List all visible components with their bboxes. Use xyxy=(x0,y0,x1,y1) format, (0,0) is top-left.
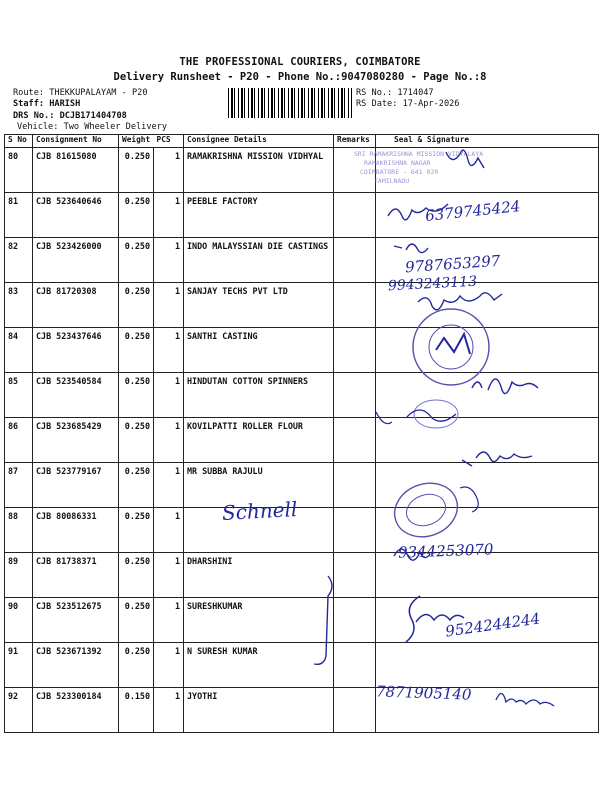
row-signature xyxy=(376,508,599,553)
row-signature xyxy=(376,598,599,643)
row-sno: 84 xyxy=(5,328,33,373)
row-consignment-no: CJB 523300184 xyxy=(33,688,119,733)
row-signature xyxy=(376,418,599,463)
row-weight: 0.250 xyxy=(119,193,154,238)
row-remarks xyxy=(334,193,376,238)
table-row xyxy=(5,328,599,373)
row-sno: 81 xyxy=(5,193,33,238)
row-consignee: HINDUTAN COTTON SPINNERS xyxy=(184,373,334,418)
row-weight: 0.250 xyxy=(119,283,154,328)
row-signature xyxy=(376,643,599,688)
row-weight: 0.250 xyxy=(119,148,154,193)
row-remarks xyxy=(334,463,376,508)
row-consignment-no: CJB 81720308 xyxy=(33,283,119,328)
row-remarks xyxy=(334,688,376,733)
row-consignment-no: CJB 523779167 xyxy=(33,463,119,508)
row-remarks xyxy=(334,598,376,643)
phone-89: 9344253070 xyxy=(397,540,494,562)
drs-number: DRS No.: DCJB171404708 xyxy=(13,111,127,121)
row-consignee: N SURESH KUMAR xyxy=(184,643,334,688)
row-consignment-no: CJB 523426000 xyxy=(33,238,119,283)
row-consignee: SURESHKUMAR xyxy=(184,598,334,643)
row-signature xyxy=(376,238,599,283)
row-pcs: 1 xyxy=(154,283,184,328)
row-signature xyxy=(376,553,599,598)
row-signature xyxy=(376,193,599,238)
row-consignment-no: CJB 523685429 xyxy=(33,418,119,463)
row-weight: 0.150 xyxy=(119,688,154,733)
row-pcs: 1 xyxy=(154,328,184,373)
table-row xyxy=(5,418,599,463)
table-row xyxy=(5,148,599,193)
row-sno: 86 xyxy=(5,418,33,463)
row-weight: 0.250 xyxy=(119,373,154,418)
row-pcs: 1 xyxy=(154,508,184,553)
row-consignee: JYOTHI xyxy=(184,688,334,733)
col-consignee: Consignee Details xyxy=(184,135,334,148)
row-sno: 83 xyxy=(5,283,33,328)
row-signature xyxy=(376,373,599,418)
row-weight: 0.250 xyxy=(119,328,154,373)
svg-text:SRI RAMAKRISHNA MISSION VIDYAL: SRI RAMAKRISHNA MISSION VIDYALAYA xyxy=(354,150,484,158)
col-remarks: Remarks xyxy=(334,135,376,148)
row-sno: 85 xyxy=(5,373,33,418)
row-weight: 0.250 xyxy=(119,643,154,688)
table-row xyxy=(5,238,599,283)
row-remarks xyxy=(334,553,376,598)
table-header-row xyxy=(5,135,599,148)
row-consignment-no: CJB 523640646 xyxy=(33,193,119,238)
row-signature xyxy=(376,283,599,328)
row-signature xyxy=(376,463,599,508)
row-consignee: DHARSHINI xyxy=(184,553,334,598)
row-weight: 0.250 xyxy=(119,463,154,508)
row-weight: 0.250 xyxy=(119,553,154,598)
row-pcs: 1 xyxy=(154,463,184,508)
row-remarks xyxy=(334,148,376,193)
col-signature: Seal & Signature xyxy=(376,135,599,148)
table-row xyxy=(5,643,599,688)
row-consignee: SANTHI CASTING xyxy=(184,328,334,373)
table-row xyxy=(5,508,599,553)
col-pcs: PCS xyxy=(154,135,184,148)
row-signature xyxy=(376,328,599,373)
rs-date: RS Date: 17-Apr-2026 xyxy=(356,99,460,109)
row-consignee xyxy=(184,508,334,553)
table-row xyxy=(5,373,599,418)
phone-82: 9787653297 xyxy=(404,251,501,277)
row-pcs: 1 xyxy=(154,598,184,643)
table-row xyxy=(5,688,599,733)
runsheet-subtitle: Delivery Runsheet - P20 - Phone No.:9047080280 - Page No.:8 xyxy=(113,71,487,83)
row-pcs: 1 xyxy=(154,148,184,193)
row-remarks xyxy=(334,418,376,463)
row-signature xyxy=(376,688,599,733)
table-row xyxy=(5,463,599,508)
row-consignment-no: CJB 523671392 xyxy=(33,643,119,688)
row-pcs: 1 xyxy=(154,688,184,733)
row-sno: 87 xyxy=(5,463,33,508)
svg-text:RAMAKRISHNA NAGAR: RAMAKRISHNA NAGAR xyxy=(364,159,431,167)
svg-text:TAMILNADU: TAMILNADU xyxy=(374,177,410,185)
row-consignee: MR SUBBA RAJULU xyxy=(184,463,334,508)
row-signature xyxy=(376,148,599,193)
phone-81: 6379745424 xyxy=(424,197,522,225)
row-pcs: 1 xyxy=(154,238,184,283)
row-sno: 90 xyxy=(5,598,33,643)
row-pcs: 1 xyxy=(154,643,184,688)
row-remarks xyxy=(334,238,376,283)
route-label: Route: THEKKUPALAYAM - P20 xyxy=(13,88,148,98)
table-row xyxy=(5,193,599,238)
svg-text:COIMBATORE - 641 020: COIMBATORE - 641 020 xyxy=(360,168,439,176)
row-consignment-no: CJB 523437646 xyxy=(33,328,119,373)
row-consignee: INDO MALAYSSIAN DIE CASTINGS xyxy=(184,238,334,283)
row-consignment-no: CJB 80086331 xyxy=(33,508,119,553)
row-pcs: 1 xyxy=(154,553,184,598)
row-sno: 80 xyxy=(5,148,33,193)
phone-83: 9943243113 xyxy=(387,273,478,295)
table-row xyxy=(5,283,599,328)
phone-91: 9524244244 xyxy=(444,609,542,641)
row-consignment-no: CJB 523540584 xyxy=(33,373,119,418)
phone-92: 7871905140 xyxy=(375,682,472,704)
runsheet-table xyxy=(4,134,599,733)
table-row xyxy=(5,553,599,598)
row-weight: 0.250 xyxy=(119,238,154,283)
row-remarks xyxy=(334,373,376,418)
row-sno: 91 xyxy=(5,643,33,688)
row-weight: 0.250 xyxy=(119,418,154,463)
row-remarks xyxy=(334,283,376,328)
handwritten-name-88: Schnell xyxy=(221,497,298,525)
row-sno: 82 xyxy=(5,238,33,283)
barcode xyxy=(228,88,352,118)
row-consignee: SANJAY TECHS PVT LTD xyxy=(184,283,334,328)
row-weight: 0.250 xyxy=(119,598,154,643)
row-consignee: KOVILPATTI ROLLER FLOUR xyxy=(184,418,334,463)
row-consignment-no: CJB 81615080 xyxy=(33,148,119,193)
staff-label: Staff: HARISH xyxy=(13,99,81,109)
rs-number: RS No.: 1714047 xyxy=(356,88,434,98)
table-row xyxy=(5,598,599,643)
row-sno: 92 xyxy=(5,688,33,733)
row-sno: 88 xyxy=(5,508,33,553)
col-sno: S No xyxy=(5,135,33,148)
row-pcs: 1 xyxy=(154,373,184,418)
vehicle-label: Vehicle: Two Wheeler Delivery xyxy=(17,122,168,132)
row-consignment-no: CJB 523512675 xyxy=(33,598,119,643)
row-weight: 0.250 xyxy=(119,508,154,553)
row-remarks xyxy=(334,643,376,688)
company-title: THE PROFESSIONAL COURIERS, COIMBATORE xyxy=(179,56,421,68)
row-consignment-no: CJB 81738371 xyxy=(33,553,119,598)
col-weight: Weight xyxy=(119,135,154,148)
row-pcs: 1 xyxy=(154,193,184,238)
row-pcs: 1 xyxy=(154,418,184,463)
col-consignment: Consignment No xyxy=(33,135,119,148)
row-remarks xyxy=(334,508,376,553)
row-remarks xyxy=(334,328,376,373)
row-sno: 89 xyxy=(5,553,33,598)
row-consignee: RAMAKRISHNA MISSION VIDHYAL xyxy=(184,148,334,193)
row-consignee: PEEBLE FACTORY xyxy=(184,193,334,238)
